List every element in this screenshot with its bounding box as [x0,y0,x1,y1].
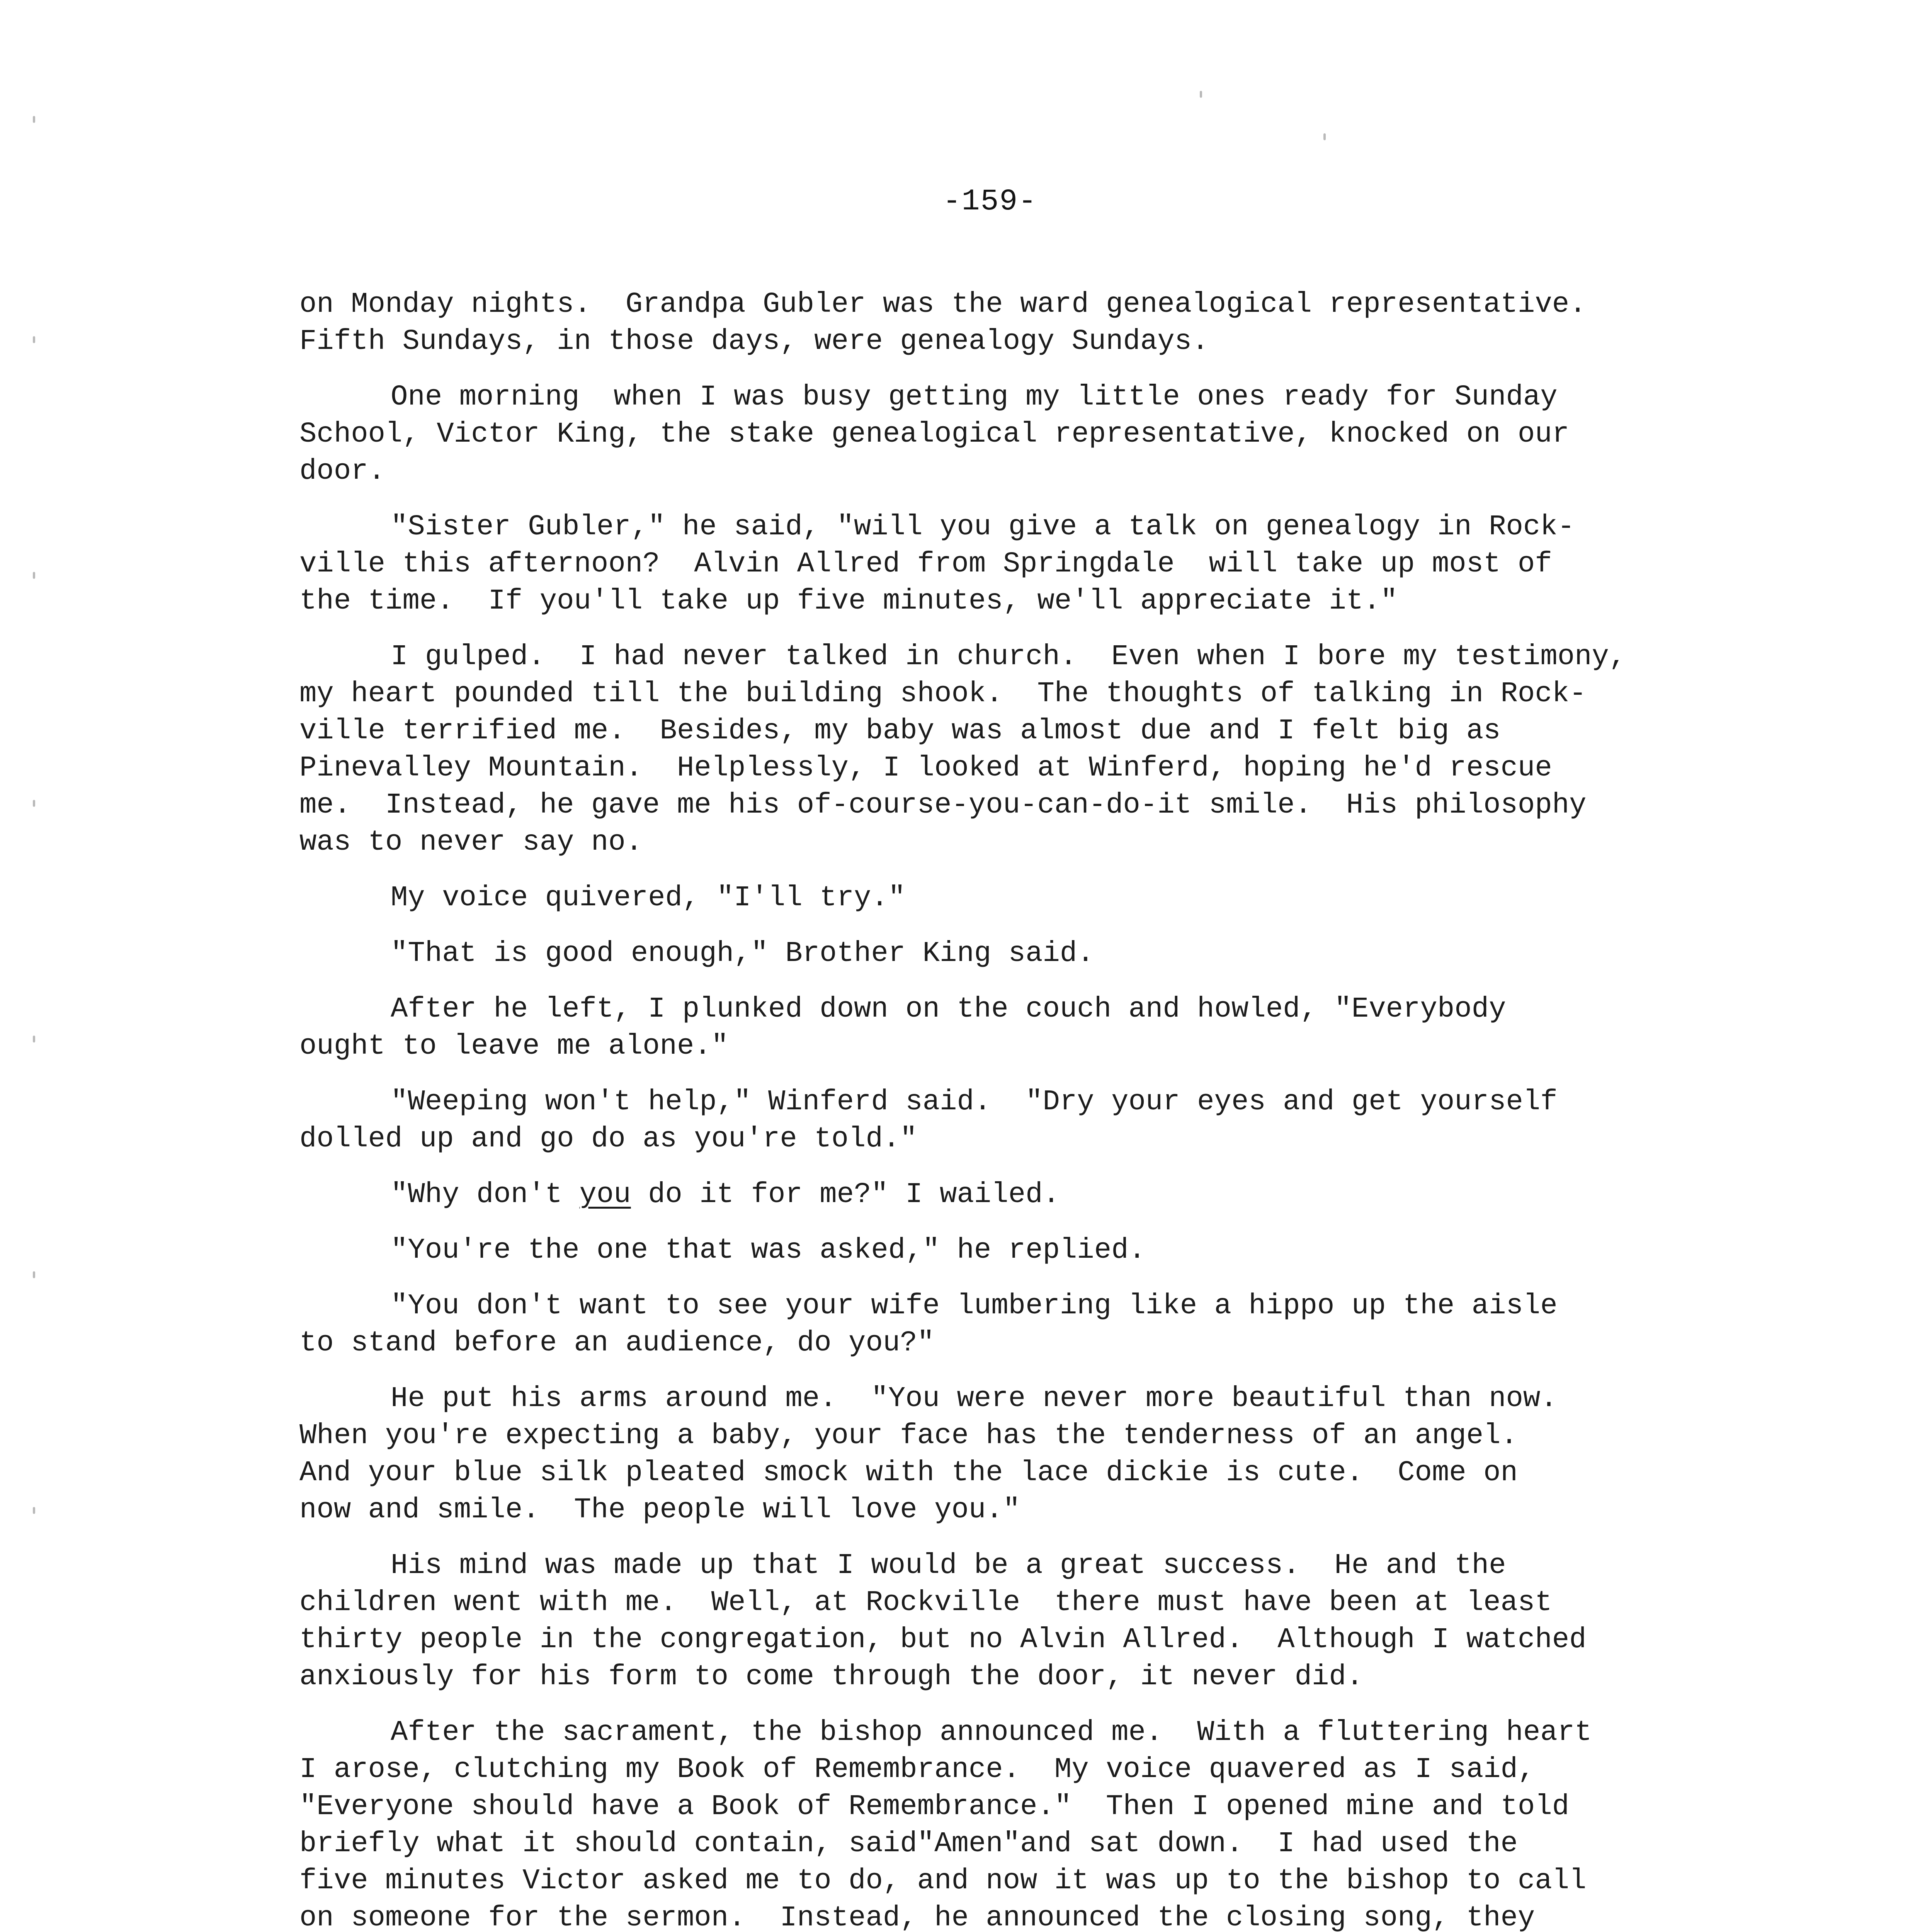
paragraph [299,879,1787,917]
text-line: "Weeping won't help," Winferd said. "Dry your eyes and get yourself [391,1086,1558,1118]
paragraph [299,379,1787,490]
underlined-word: you [579,1179,631,1211]
scan-speck [33,1271,35,1278]
text-line: And your blue silk pleated smock with the lace dickie is cute. Come on [299,1457,1518,1489]
text-line: After the sacrament, the bishop announced me. With a fluttering heart [391,1716,1592,1749]
scan-speck [33,1507,35,1514]
text-line: He put his arms around me. "You were never more beautiful than now. [391,1383,1558,1415]
text-run: do it for me?" I wailed. [631,1179,1060,1211]
scan-speck [33,800,35,807]
text-line: anxiously for his form to come through the door, it never did. [299,1661,1364,1693]
text-line: When you're expecting a baby, your face has the tenderness of an angel. [299,1420,1518,1452]
page-number: -159- [943,185,1037,219]
text-line: Pinevalley Mountain. Helplessly, I looked at Winferd, hoping he'd rescue [299,752,1552,784]
text-line: door. [299,455,386,488]
text-line: "You're the one that was asked," he replied. [391,1234,1146,1267]
paragraph [299,1380,1787,1529]
paragraph [299,1287,1787,1362]
paragraph [299,509,1787,620]
scan-speck [33,1036,35,1043]
text-line: Fifth Sundays, in those days, were genealogy Sundays. [299,325,1209,358]
paragraph [299,1232,1787,1269]
text-line: After he left, I plunked down on the couch and howled, "Everybody [391,993,1506,1026]
text-line: briefly what it should contain, said"Amen"and sat down. I had used the [299,1828,1518,1860]
paragraph [299,286,1787,360]
paragraph [299,1176,1787,1213]
text-line: thirty people in the congregation, but no Alvin Allred. Although I watched [299,1624,1587,1656]
text-run: "Why don't [391,1179,580,1211]
text-line: on someone for the sermon. Instead, he announced the closing song, they [299,1902,1535,1932]
paragraph [299,1083,1787,1158]
text-line: on Monday nights. Grandpa Gubler was the ward genealogical representative. [299,288,1587,321]
paragraph [299,1714,1787,1932]
paragraph [299,935,1787,972]
text-line: children went with me. Well, at Rockville there must have been at least [299,1587,1552,1619]
text-line: I arose, clutching my Book of Remembrance. My voice quavered as I said, [299,1753,1535,1786]
text-line: "Sister Gubler," he said, "will you give a talk on genealogy in Rock- [391,511,1575,543]
text-line: I gulped. I had never talked in church. Even when I bore my testimony, [391,641,1626,673]
text-line: dolled up and go do as you're told." [299,1123,917,1155]
scan-speck [1323,133,1326,140]
paragraph [299,638,1787,861]
text-line: ville terrified me. Besides, my baby was almost due and I felt big as [299,715,1501,747]
text-line: was to never say no. [299,826,643,859]
text-line: One morning when I was busy getting my little ones ready for Sunday [391,381,1558,413]
body-text [299,286,1787,1932]
text-line: me. Instead, he gave me his of-course-you-can-do-it smile. His philosophy [299,789,1587,821]
text-line: School, Victor King, the stake genealogical representative, knocked on our [299,418,1570,451]
scan-speck [33,572,35,579]
text-line: ville this afternoon? Alvin Allred from Springdale will take up most of [299,548,1552,580]
text-line: His mind was made up that I would be a great success. He and the [391,1549,1506,1582]
text-line [299,1176,1787,1213]
scan-speck [33,116,35,123]
paragraph [299,1547,1787,1696]
paragraph [299,991,1787,1065]
text-line: "You don't want to see your wife lumbering like a hippo up the aisle [391,1290,1558,1322]
text-line: now and smile. The people will love you." [299,1494,1020,1526]
text-line: my heart pounded till the building shook. The thoughts of talking in Rock- [299,678,1587,710]
text-line: "Everyone should have a Book of Remembrance." Then I opened mine and told [299,1791,1570,1823]
text-line: five minutes Victor asked me to do, and now it was up to the bishop to call [299,1865,1587,1897]
text-line: to stand before an audience, do you?" [299,1327,935,1359]
scan-speck [33,336,35,343]
text-line: My voice quivered, "I'll try." [391,882,906,914]
text-line: the time. If you'll take up five minutes, we'll appreciate it." [299,585,1398,617]
scan-speck [1200,91,1202,98]
text-line: ought to leave me alone." [299,1030,729,1063]
text-line: "That is good enough," Brother King said. [391,937,1094,970]
